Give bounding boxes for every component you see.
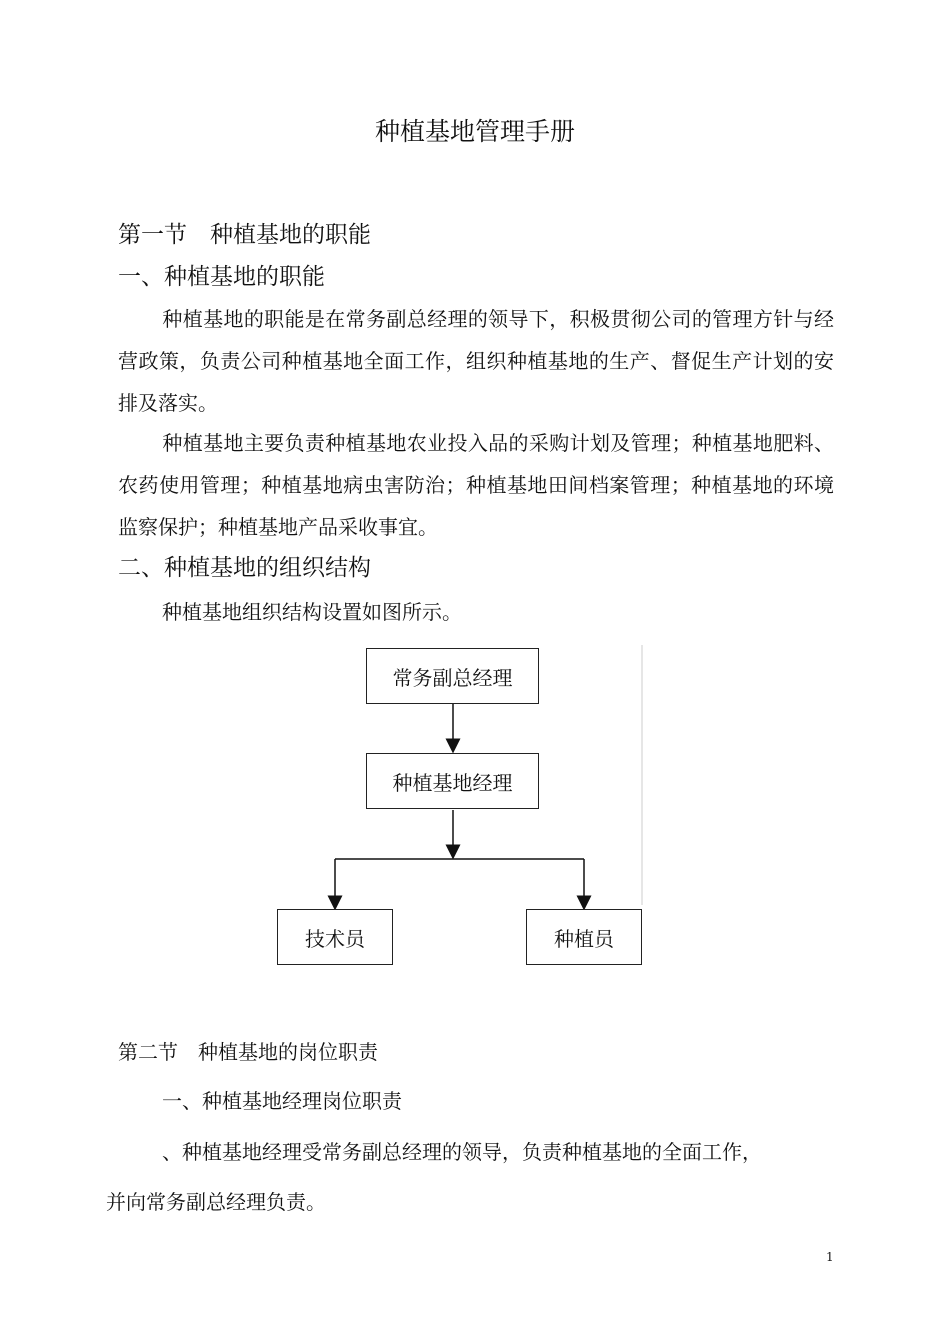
manager-duties-line-1: 、种植基地经理受常务副总经理的领导，负责种植基地的全面工作， [162, 1140, 762, 1164]
org-box-middle [366, 753, 539, 809]
document-title: 种植基地管理手册 [374, 117, 575, 146]
subsection-heading-structure: 二、种植基地的组织结构 [118, 555, 371, 581]
paragraph-functions-2-text: 种植基地主要负责种植基地农业投入品的采购计划及管理；种植基地肥料、农药使用管理；种植基地病虫害防治；种植基地田间档案管理；种植基地的环境监察保护；种植基地产品采收事宜。 [118, 431, 834, 539]
paragraph-functions-2 [118, 422, 834, 548]
paragraph-structure-intro: 种植基地组织结构设置如图所示。 [162, 600, 462, 624]
org-box-right-child [526, 909, 642, 965]
section-heading-2: 第二节 种植基地的岗位职责 [118, 1040, 378, 1064]
org-box-left-child [277, 909, 393, 965]
subsection-heading-functions: 一、种植基地的职能 [118, 264, 325, 290]
org-box-middle-label: 种植基地经理 [392, 770, 513, 795]
paragraph-functions-1 [118, 298, 834, 424]
org-box-right-child-label: 种植员 [554, 926, 614, 951]
manager-duties-line-2: 并向常务副总经理负责。 [106, 1190, 326, 1214]
page-number: 1 [826, 1250, 834, 1264]
org-box-top-label: 常务副总经理 [392, 665, 513, 690]
org-box-top [366, 648, 539, 704]
org-box-left-child-label: 技术员 [305, 926, 365, 951]
section-heading-1: 第一节 种植基地的职能 [118, 222, 371, 248]
subsection-heading-manager-duties: 一、种植基地经理岗位职责 [162, 1089, 402, 1113]
paragraph-functions-1-text: 种植基地的职能是在常务副总经理的领导下，积极贯彻公司的管理方针与经营政策，负责公司种植基地全面工作，组织种植基地的生产、督促生产计划的安排及落实。 [118, 307, 834, 415]
